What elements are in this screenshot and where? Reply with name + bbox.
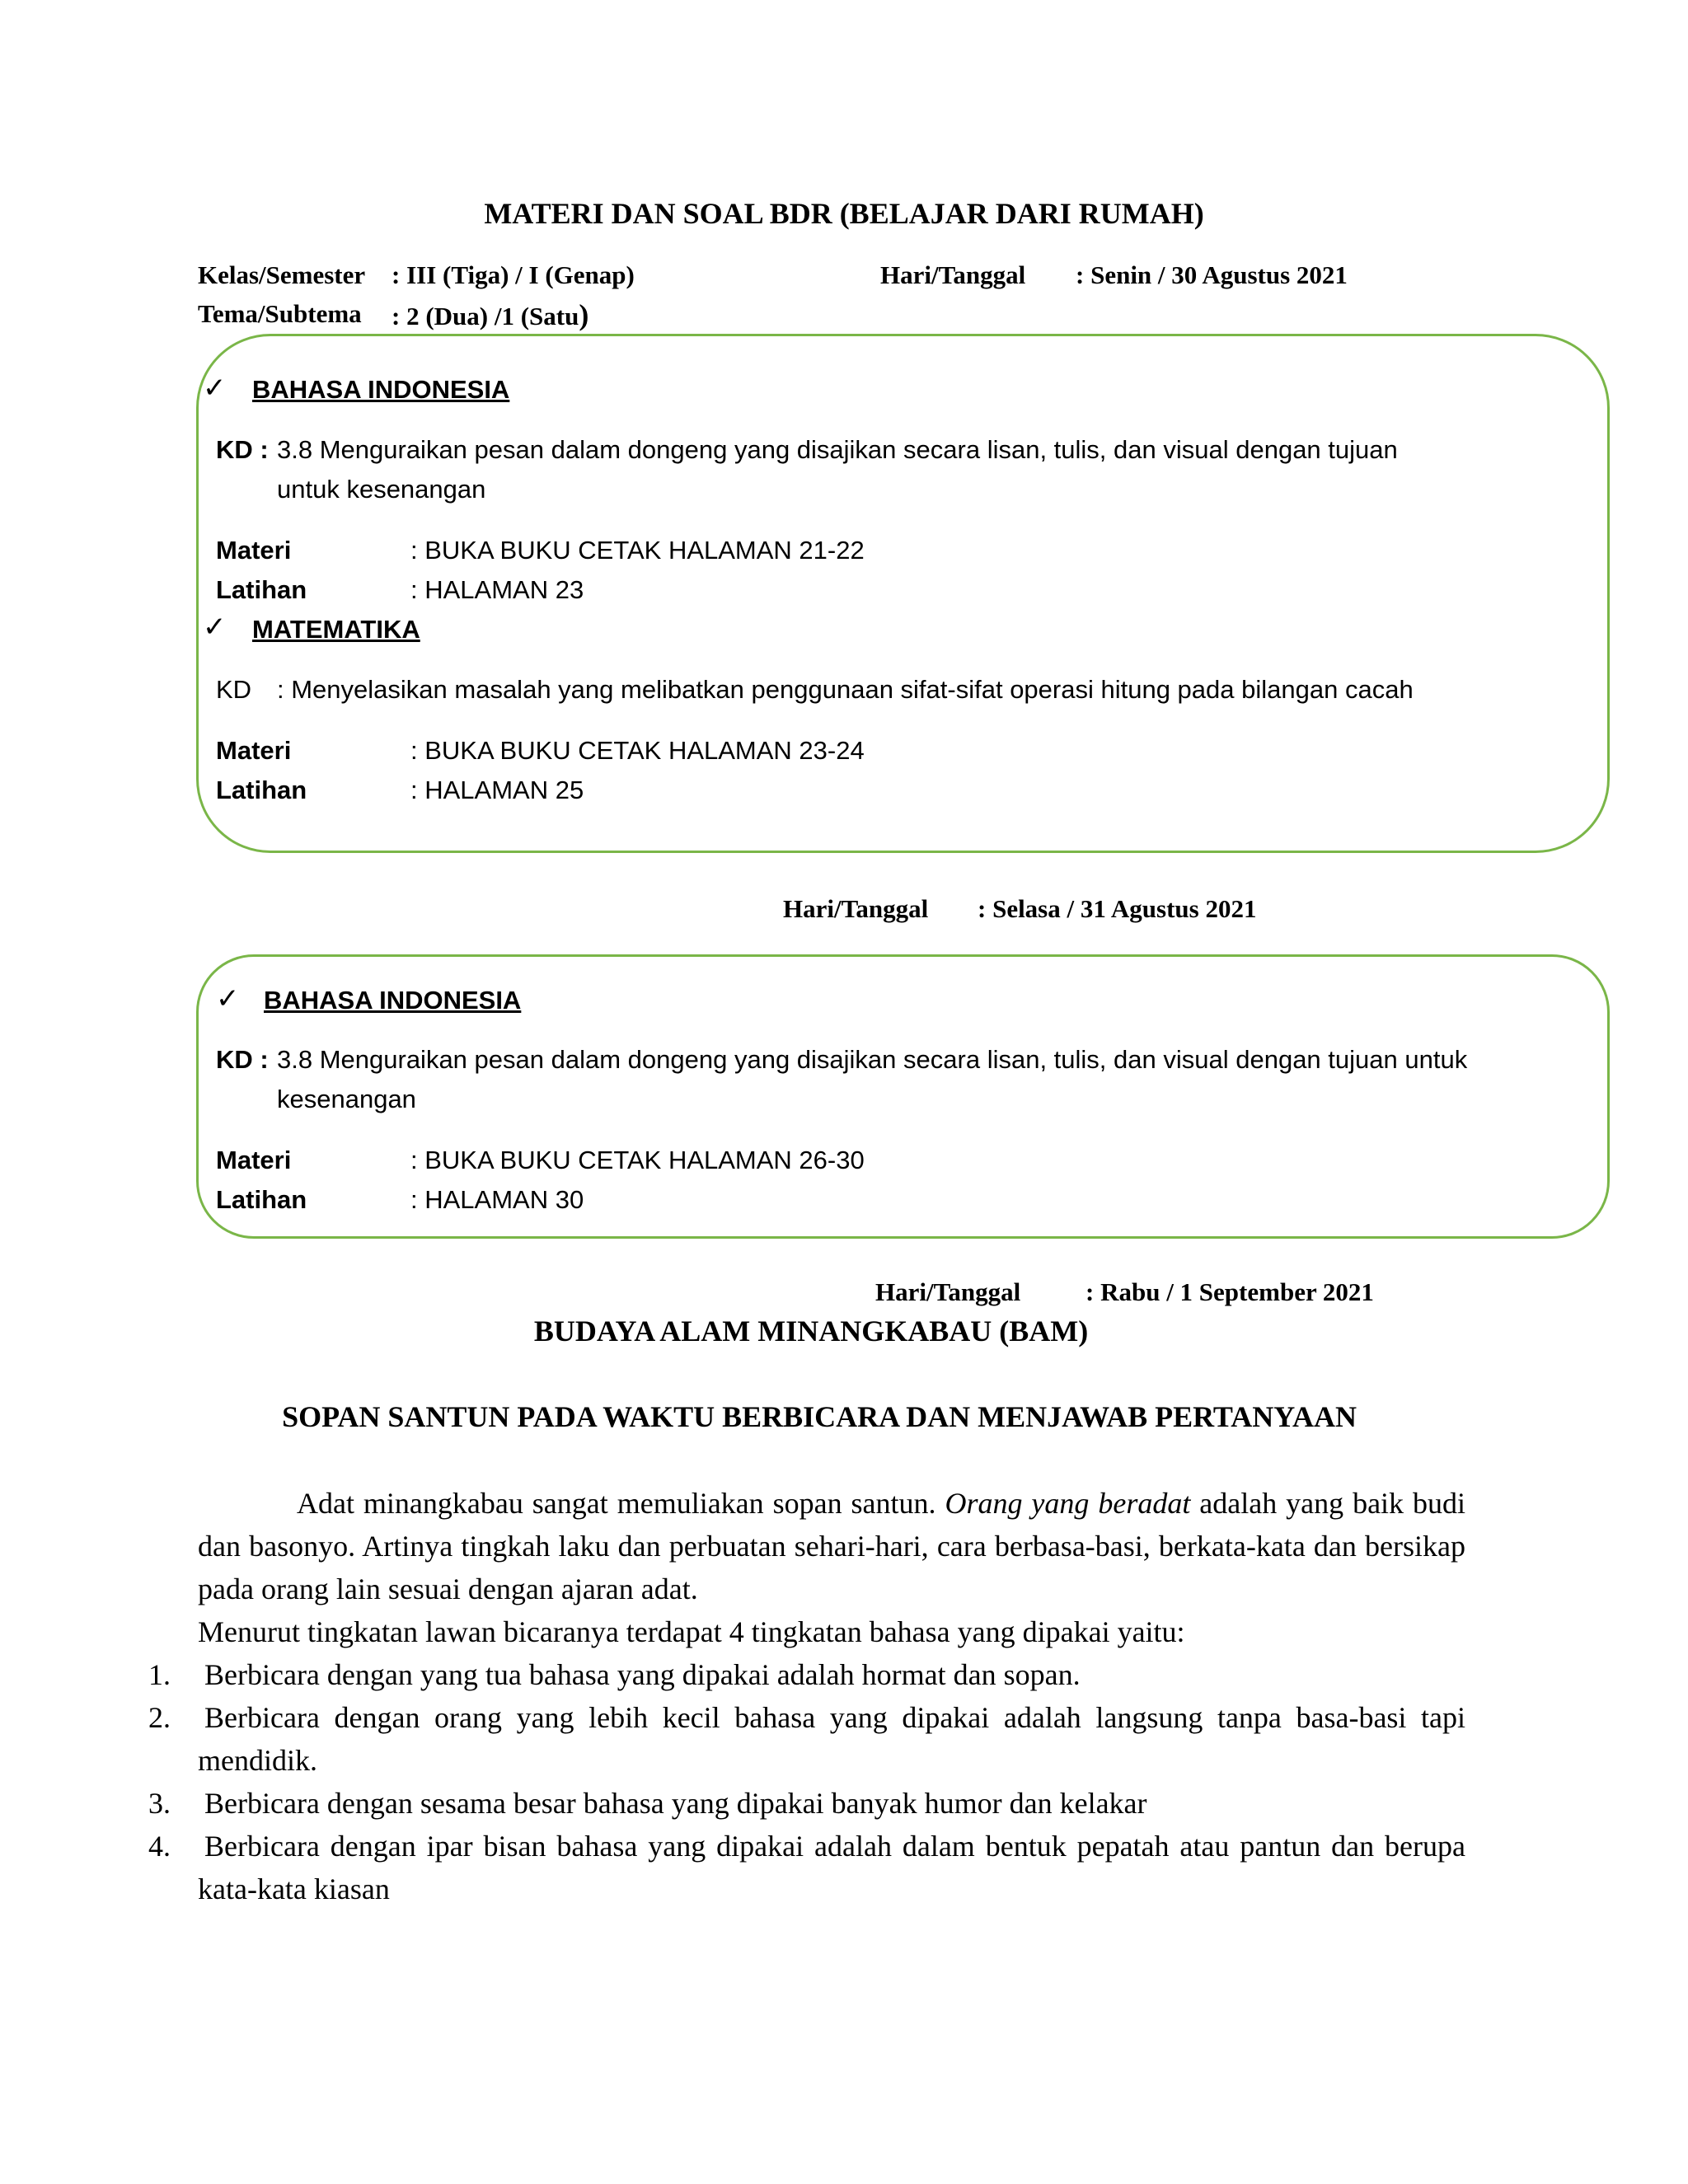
latihan-label: Latihan [216, 776, 307, 804]
hari-value-day1: : Senin / 30 Agustus 2021 [1076, 260, 1348, 289]
kd-label: KD : [216, 435, 269, 464]
kd-text-line1: 3.8 Menguraikan pesan dalam dongeng yang disajikan secara lisan, tulis, dan visual dengan tujuan untuk [277, 1045, 1468, 1074]
list-item: Berbicara dengan yang tua bahasa yang dipakai adalah hormat dan sopan. [204, 1658, 1081, 1691]
list-item-number: 1. [148, 1658, 171, 1691]
section-heading-bahasa-indonesia: BAHASA INDONESIA [264, 986, 522, 1015]
hari-value-day3: : Rabu / 1 September 2021 [1085, 1277, 1374, 1306]
materi-label: Materi [216, 1146, 292, 1174]
materi-value: : BUKA BUKU CETAK HALAMAN 23-24 [410, 736, 865, 765]
list-item-number: 4. [148, 1830, 171, 1863]
list-item: Berbicara dengan orang yang lebih kecil bahasa yang dipakai adalah langsung tanpa basa-basi tapi mendidik. [198, 1701, 1465, 1777]
section-heading-bahasa-indonesia: BAHASA INDONESIA [252, 375, 510, 404]
materi-label: Materi [216, 736, 292, 765]
subject-heading: BUDAYA ALAM MINANGKABAU (BAM) [533, 1315, 1089, 1347]
tema-label: Tema/Subtema [198, 299, 362, 328]
list-item: Berbicara dengan ipar bisan bahasa yang dipakai adalah dalam bentuk pepatah atau pantun dan berupa kata-kata kiasan [198, 1830, 1465, 1905]
kelas-value: : III (Tiga) / I (Genap) [392, 260, 635, 289]
hari-label-day3: Hari/Tanggal [875, 1277, 1021, 1306]
latihan-label: Latihan [216, 1185, 307, 1214]
list-item: Berbicara dengan sesama besar bahasa yang dipakai banyak humor dan kelakar [204, 1787, 1147, 1820]
topic-heading: SOPAN SANTUN PADA WAKTU BERBICARA DAN MENJAWAB PERTANYAAN [282, 1400, 1357, 1433]
materi-label: Materi [216, 536, 292, 565]
check-icon: ✓ [216, 983, 240, 1015]
kd-text-line2: kesenangan [277, 1085, 416, 1113]
intro-paragraph: Adat minangkabau sangat memuliakan sopan santun. Orang yang beradat adalah yang baik budi dan basonyo. Artinya tingkah laku dan perbuatan sehari-hari, cara berbasa-basi, berkata-kata dan bersikap pada orang lain sesuai dengan ajaran adat. [198, 1487, 1465, 1605]
list-item-number: 2. [148, 1701, 171, 1734]
latihan-value: : HALAMAN 30 [410, 1185, 584, 1214]
check-icon: ✓ [203, 612, 227, 643]
hari-label-day1: Hari/Tanggal [880, 260, 1026, 289]
materi-value: : BUKA BUKU CETAK HALAMAN 21-22 [410, 536, 865, 565]
kd-label: KD [216, 675, 252, 704]
day1-box [196, 334, 1610, 853]
kelas-label: Kelas/Semester [198, 260, 366, 289]
list-intro: Menurut tingkatan lawan bicaranya terdapat 4 tingkatan bahasa yang dipakai yaitu: [198, 1615, 1185, 1648]
list-item-number: 3. [148, 1787, 171, 1820]
hari-label-day2: Hari/Tanggal [783, 894, 929, 923]
latihan-value: : HALAMAN 23 [410, 575, 584, 604]
kd-text: : Menyelasikan masalah yang melibatkan penggunaan sifat-sifat operasi hitung pada bilangan cacah [277, 675, 1414, 704]
kd-text-line2: untuk kesenangan [277, 475, 486, 504]
hari-value-day2: : Selasa / 31 Agustus 2021 [978, 894, 1257, 923]
materi-value: : BUKA BUKU CETAK HALAMAN 26-30 [410, 1146, 865, 1174]
kd-label: KD : [216, 1045, 269, 1074]
kd-text-line1: 3.8 Menguraikan pesan dalam dongeng yang disajikan secara lisan, tulis, dan visual dengan tujuan [277, 435, 1398, 464]
tema-value: : 2 (Dua) /1 (Satu) [392, 298, 589, 331]
section-heading-matematika: MATEMATIKA [252, 615, 420, 644]
latihan-label: Latihan [216, 575, 307, 604]
document-title: MATERI DAN SOAL BDR (BELAJAR DARI RUMAH) [484, 197, 1204, 230]
check-icon: ✓ [203, 373, 227, 404]
latihan-value: : HALAMAN 25 [410, 776, 584, 804]
